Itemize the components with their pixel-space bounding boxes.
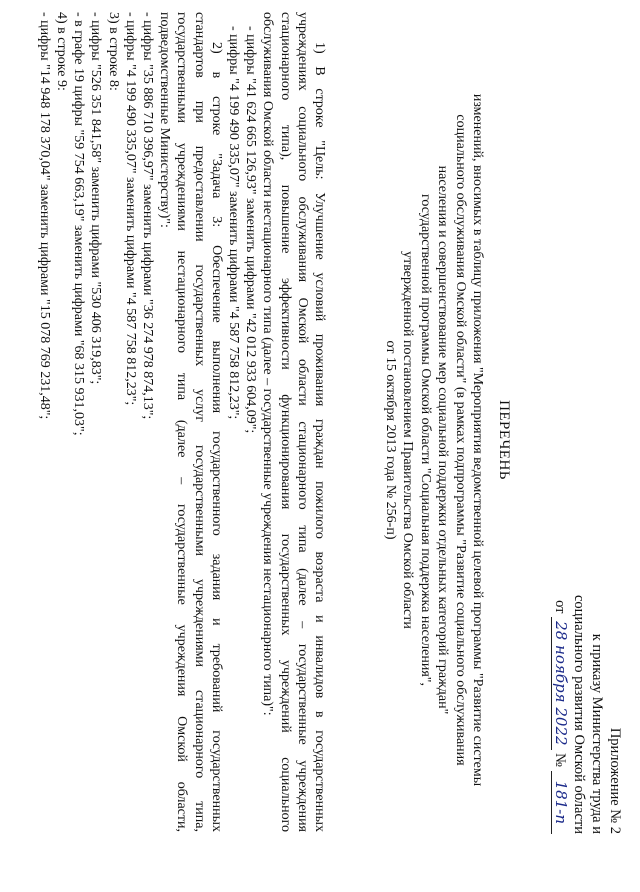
paragraph-line: 1) В строке "Цель: Улучшение условий проживания граждан пожилого возраста и инвалидов в государственных xyxy=(312,42,327,832)
list-item: - цифры "4 199 490 335,07" заменить цифрами "4 587 758 812,23"; xyxy=(225,26,241,420)
document-body xyxy=(36,12,328,832)
date-year: 2022 xyxy=(552,707,570,746)
paragraph-3 xyxy=(70,12,122,832)
subtitle-line: изменений, вносимых в таблицу приложения "Мероприятия ведомственной целевой программы "Развитие системы xyxy=(470,93,486,787)
subtitle-line: от 15 октября 2013 года № 256-п) xyxy=(383,340,398,540)
paragraph-line: стандартов при предоставлении государственных услуг государственными учреждениями стационарного типа, xyxy=(191,12,207,832)
subtitle-line: социального обслуживания Омской области" (в рамках подпрограммы "Развитие социального обслуживания xyxy=(453,114,468,766)
number-prefix: № xyxy=(552,753,568,768)
paragraph-line: учреждениях социального обслуживания Омской области стационарного типа (далее – государственные учреждения xyxy=(294,12,310,832)
paragraph-4 xyxy=(36,12,70,832)
order-reference: к приказу Министерства труда и xyxy=(589,633,605,834)
subtitle-line: утвержденной постановлением Правительства Омской области xyxy=(400,251,416,629)
list-item: - в графе 19 цифры "59 754 663,19" заменить цифрами "68 315 931,03"; xyxy=(71,12,87,436)
list-item: - цифры "41 624 665 126,93" заменить цифрами "42 012 933 604,09"; xyxy=(243,26,259,434)
list-item: - цифры "35 886 710 396,97" заменить цифрами "36 274 978 874,13"; xyxy=(139,12,155,420)
paragraph-2 xyxy=(122,12,225,832)
paragraph-line: обслуживания Омской области нестационарного типа (далее – государственные учреждения нестационарного типа)": xyxy=(260,12,276,716)
paragraph-line: подведомственные Министерству)": xyxy=(157,12,173,228)
handwritten-date xyxy=(551,617,570,749)
paragraph-line: государственными учреждениями нестационарного типа (далее – государственные учреждения Омской области, xyxy=(174,12,190,832)
date-day: 28 xyxy=(552,621,570,641)
document-title: ПЕРЕЧЕНЬ xyxy=(496,400,512,480)
list-item: - цифры "526 351 841,58" заменить цифрами "530 406 319,83"; xyxy=(88,12,104,385)
paragraph-line: стационарного типа), повышение эффективности функционирования государственных учреждений социального xyxy=(277,12,293,832)
paragraph-line: 2) в строке "Задача 3: Обеспечение выполнения государственного задания и требований государственных xyxy=(208,42,224,832)
appendix-header xyxy=(551,595,624,834)
subtitle-line: государственной программы Омской области "Социальная поддержка населения", xyxy=(418,194,433,686)
date-prefix: от xyxy=(552,600,568,614)
order-date-line xyxy=(551,595,570,834)
handwritten-number: 181-п xyxy=(551,771,570,834)
appendix-number: Приложение № 2 xyxy=(607,727,623,834)
ministry-name: социального развития Омской области xyxy=(571,595,587,834)
document-heading xyxy=(382,80,513,800)
paragraph-line: 3) в строке 8: xyxy=(105,12,121,91)
list-item: - цифры "4 199 490 335,07" заменить цифрами "4 587 758 812,23"; xyxy=(122,12,138,406)
date-month: ноября xyxy=(552,645,570,703)
list-item: - цифры "14 948 178 370,04" заменить цифрами "15 078 769 231,48"; xyxy=(36,12,52,420)
paragraph-line: 4) в строке 9: xyxy=(53,12,69,91)
subtitle-line: населения и совершенствование мер социальной поддержки отдельных категорий граждан" xyxy=(435,165,451,715)
paragraph-1 xyxy=(225,12,328,832)
